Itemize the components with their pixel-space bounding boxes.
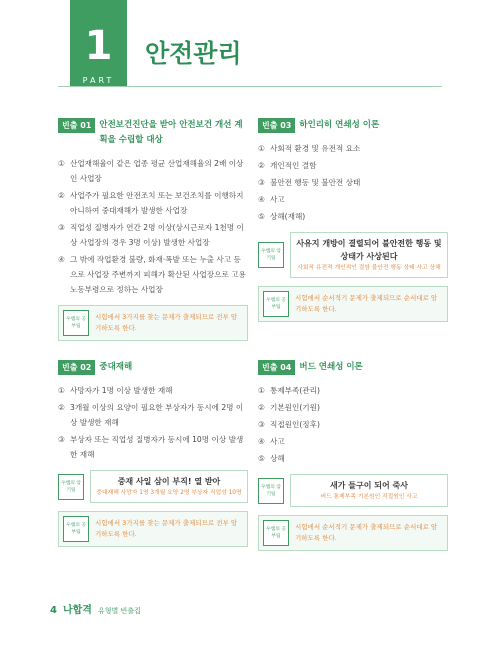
- item-list: [258, 383, 448, 466]
- section-frequent-03: [258, 118, 448, 322]
- memory-tip-row: [258, 232, 448, 278]
- list-item: [258, 209, 448, 224]
- list-item: [258, 158, 448, 173]
- item-number: ①: [258, 386, 265, 395]
- item-list: [258, 141, 448, 224]
- list-item: [58, 432, 248, 462]
- item-number: ④: [58, 255, 65, 264]
- part-number: 1: [84, 23, 113, 69]
- list-item: [58, 156, 248, 186]
- study-tip-box: [258, 286, 448, 322]
- section-title: 버드 연쇄성 이론: [299, 362, 363, 372]
- list-item: [258, 451, 448, 466]
- section-badge: 빈출 01: [58, 118, 95, 133]
- memory-tip-box: [290, 474, 448, 507]
- study-tip-box: [58, 511, 248, 547]
- section-title: 안전보건진단을 받아 안전보건 개선 계획을 수립할 대상: [99, 120, 243, 145]
- mascot-badge-icon: 우쌤의 공부팁: [263, 520, 289, 546]
- page-number: 4: [50, 605, 57, 616]
- page-footer: [50, 601, 141, 616]
- memory-tip-box: [290, 232, 448, 278]
- study-tip-text: 시험에서 3가지를 찾는 문제가 출제되므로 전부 암기하도록 한다.: [95, 313, 238, 332]
- item-text: 산업재해율이 같은 업종 평균 산업재해율의 2배 이상인 사업장: [70, 159, 244, 183]
- item-text: 상해(재해): [270, 212, 306, 221]
- memory-tip-keywords: 중대재해 사망자 1명 3개월 요양 2명 부상자 직업성 10명: [96, 490, 242, 496]
- study-tip-text: 시험에서 3가지를 찾는 문제가 출제되므로 전부 암기하도록 한다.: [95, 519, 238, 538]
- memory-tip-row: [58, 470, 248, 503]
- section-badge: 빈출 04: [258, 360, 295, 375]
- item-number: ④: [258, 195, 265, 204]
- item-text: 사고: [270, 437, 285, 446]
- mascot-badge-icon: 우쌤의 공부팁: [263, 291, 289, 317]
- study-tip-box: [58, 305, 248, 341]
- item-number: ②: [58, 403, 65, 412]
- list-item: [58, 188, 248, 218]
- item-number: ⑤: [258, 212, 265, 221]
- list-item: [258, 383, 448, 398]
- list-item: [258, 417, 448, 432]
- mascot-badge-icon: 우쌤의 암기팁: [258, 478, 284, 504]
- item-number: ②: [58, 191, 65, 200]
- item-text: 사업주가 필요한 안전조치 또는 보건조치를 이행하지 아니하여 중대재해가 발생한 사업장: [70, 191, 244, 215]
- section-badge: 빈출 02: [58, 360, 95, 375]
- list-item: [258, 434, 448, 449]
- list-item: [58, 252, 248, 297]
- item-text: 3개월 이상의 요양이 필요한 부상자가 동시에 2명 이상 발생한 재해: [70, 403, 244, 427]
- item-number: ②: [258, 403, 265, 412]
- item-text: 사고: [270, 195, 285, 204]
- mascot-badge-icon: 우쌤의 암기팁: [58, 474, 84, 500]
- memory-tip-keywords: 사회적 유전적 개인적인 결함 불안전 행동 상태 사고 상해: [297, 265, 441, 271]
- item-number: ④: [258, 437, 265, 446]
- part-tab: [70, 0, 127, 86]
- list-item: [258, 175, 448, 190]
- item-text: 사회적 환경 및 유전적 요소: [270, 144, 361, 153]
- item-text: 사망자가 1명 이상 발생한 재해: [70, 386, 173, 395]
- study-tip-text: 시험에서 순서적기 문제가 출제되므로 순서대로 암기하도록 한다.: [295, 523, 438, 542]
- item-list: [58, 156, 248, 297]
- section-badge: 빈출 03: [258, 118, 295, 133]
- list-item: [58, 383, 248, 398]
- item-number: ①: [58, 386, 65, 395]
- section-frequent-02: [58, 360, 248, 547]
- book-subtitle: 유형별 빈출집: [97, 607, 141, 615]
- mascot-badge-icon: 우쌤의 공부팁: [63, 516, 89, 542]
- item-text: 상해: [270, 454, 285, 463]
- header-divider: [58, 86, 442, 87]
- section-title: 중대재해: [99, 362, 133, 372]
- list-item: [58, 220, 248, 250]
- section-frequent-04: [258, 360, 448, 551]
- item-number: ⑤: [258, 454, 265, 463]
- mascot-badge-icon: 우쌤의 공부팁: [63, 310, 89, 336]
- item-text: 기본원인(기원): [270, 403, 320, 412]
- item-text: 부상자 또는 직업성 질병자가 동시에 10명 이상 발생한 재해: [70, 435, 244, 459]
- item-text: 직접원인(징후): [270, 420, 320, 429]
- section-frequent-01: [58, 118, 248, 341]
- list-item: [258, 192, 448, 207]
- item-text: 통제부족(관리): [270, 386, 320, 395]
- section-title: 하인리히 연쇄성 이론: [299, 120, 380, 130]
- study-tip-text: 시험에서 순서적기 문제가 출제되므로 순서대로 암기하도록 한다.: [295, 294, 438, 313]
- item-text: 그 밖에 작업환경 불량, 화재·폭발 또는 누출 사고 등으로 사업장 주변까지 피해가 확산된 사업장으로 고용노동부령으로 정하는 사업장: [70, 255, 246, 294]
- list-item: [58, 400, 248, 430]
- item-text: 직업성 질병자가 연간 2명 이상(상시근로자 1천명 이상 사업장의 경우 3명 이상) 발생한 사업장: [70, 223, 244, 247]
- memory-tip-keywords: 버드 통제부족 기본원인 직접원인 사고: [320, 494, 418, 500]
- item-number: ③: [58, 435, 65, 444]
- item-number: ②: [258, 161, 265, 170]
- item-number: ①: [258, 144, 265, 153]
- memory-tip-box: [90, 470, 248, 503]
- item-text: 개인적인 결함: [270, 161, 317, 170]
- list-item: [258, 141, 448, 156]
- item-text: 불안전 행동 및 불안전 상태: [270, 178, 361, 187]
- memory-tip-row: [258, 474, 448, 507]
- memory-tip-headline: 중재 사일 삼이 부직! 열 받아: [117, 477, 221, 486]
- item-number: ③: [258, 178, 265, 187]
- study-tip-box: [258, 515, 448, 551]
- item-number: ③: [58, 223, 65, 232]
- memory-tip-headline: 새가 들구이 되어 죽사: [330, 481, 408, 490]
- item-number: ①: [58, 159, 65, 168]
- item-number: ③: [258, 420, 265, 429]
- book-title: 나합격: [62, 605, 92, 616]
- list-item: [258, 400, 448, 415]
- part-label: PART: [82, 76, 115, 85]
- mascot-badge-icon: 우쌤의 암기팁: [258, 242, 284, 268]
- item-list: [58, 383, 248, 462]
- chapter-title: 안전관리: [145, 39, 242, 68]
- memory-tip-headline: 사유지 개방이 결렬되어 불안전한 행동 및 상태가 사상된다: [296, 239, 442, 261]
